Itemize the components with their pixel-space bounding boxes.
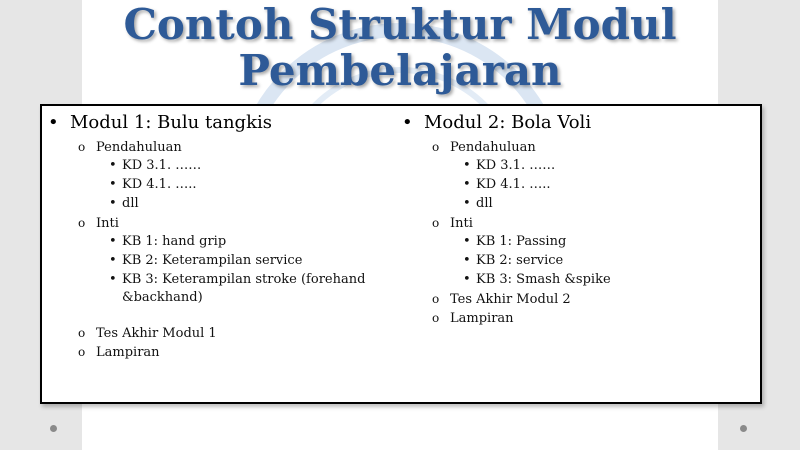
previous-slide-dot[interactable] bbox=[50, 425, 57, 432]
content-box bbox=[40, 104, 762, 404]
list-item: • KB 1: Passing bbox=[400, 233, 748, 251]
list-item: • KB 1: hand grip bbox=[46, 233, 394, 251]
section-label: o Inti bbox=[400, 214, 748, 233]
list-item: • KD 3.1. …… bbox=[46, 157, 394, 175]
next-slide-dot[interactable] bbox=[740, 425, 747, 432]
section-label: o Lampiran bbox=[400, 309, 748, 328]
list-item: • dll bbox=[400, 195, 748, 213]
list-item: • KB 2: service bbox=[400, 252, 748, 270]
section-label: o Tes Akhir Modul 1 bbox=[46, 324, 394, 343]
section-label: o Pendahuluan bbox=[400, 138, 748, 157]
section-label: o Pendahuluan bbox=[46, 138, 394, 157]
section-label: o Lampiran bbox=[46, 343, 394, 362]
list-item: • KB 3: Keterampilan stroke (forehand &backhand) bbox=[46, 271, 394, 307]
module-1-column bbox=[46, 110, 394, 362]
list-item: • KD 4.1. ….. bbox=[46, 176, 394, 194]
list-item: • KD 3.1. …… bbox=[400, 157, 748, 175]
list-item: • dll bbox=[46, 195, 394, 213]
slide-title: Contoh Struktur Modul Pembelajaran bbox=[123, 0, 677, 95]
section-label: o Inti bbox=[46, 214, 394, 233]
section-label: o Tes Akhir Modul 2 bbox=[400, 290, 748, 309]
list-item: • KD 4.1. ….. bbox=[400, 176, 748, 194]
module-heading: • Modul 2: Bola Voli bbox=[400, 110, 748, 136]
module-2-column bbox=[400, 110, 748, 328]
list-item: • KB 2: Keterampilan service bbox=[46, 252, 394, 270]
module-heading: • Modul 1: Bulu tangkis bbox=[46, 110, 394, 136]
spacer bbox=[46, 308, 394, 324]
list-item: • KB 3: Smash &spike bbox=[400, 271, 748, 289]
